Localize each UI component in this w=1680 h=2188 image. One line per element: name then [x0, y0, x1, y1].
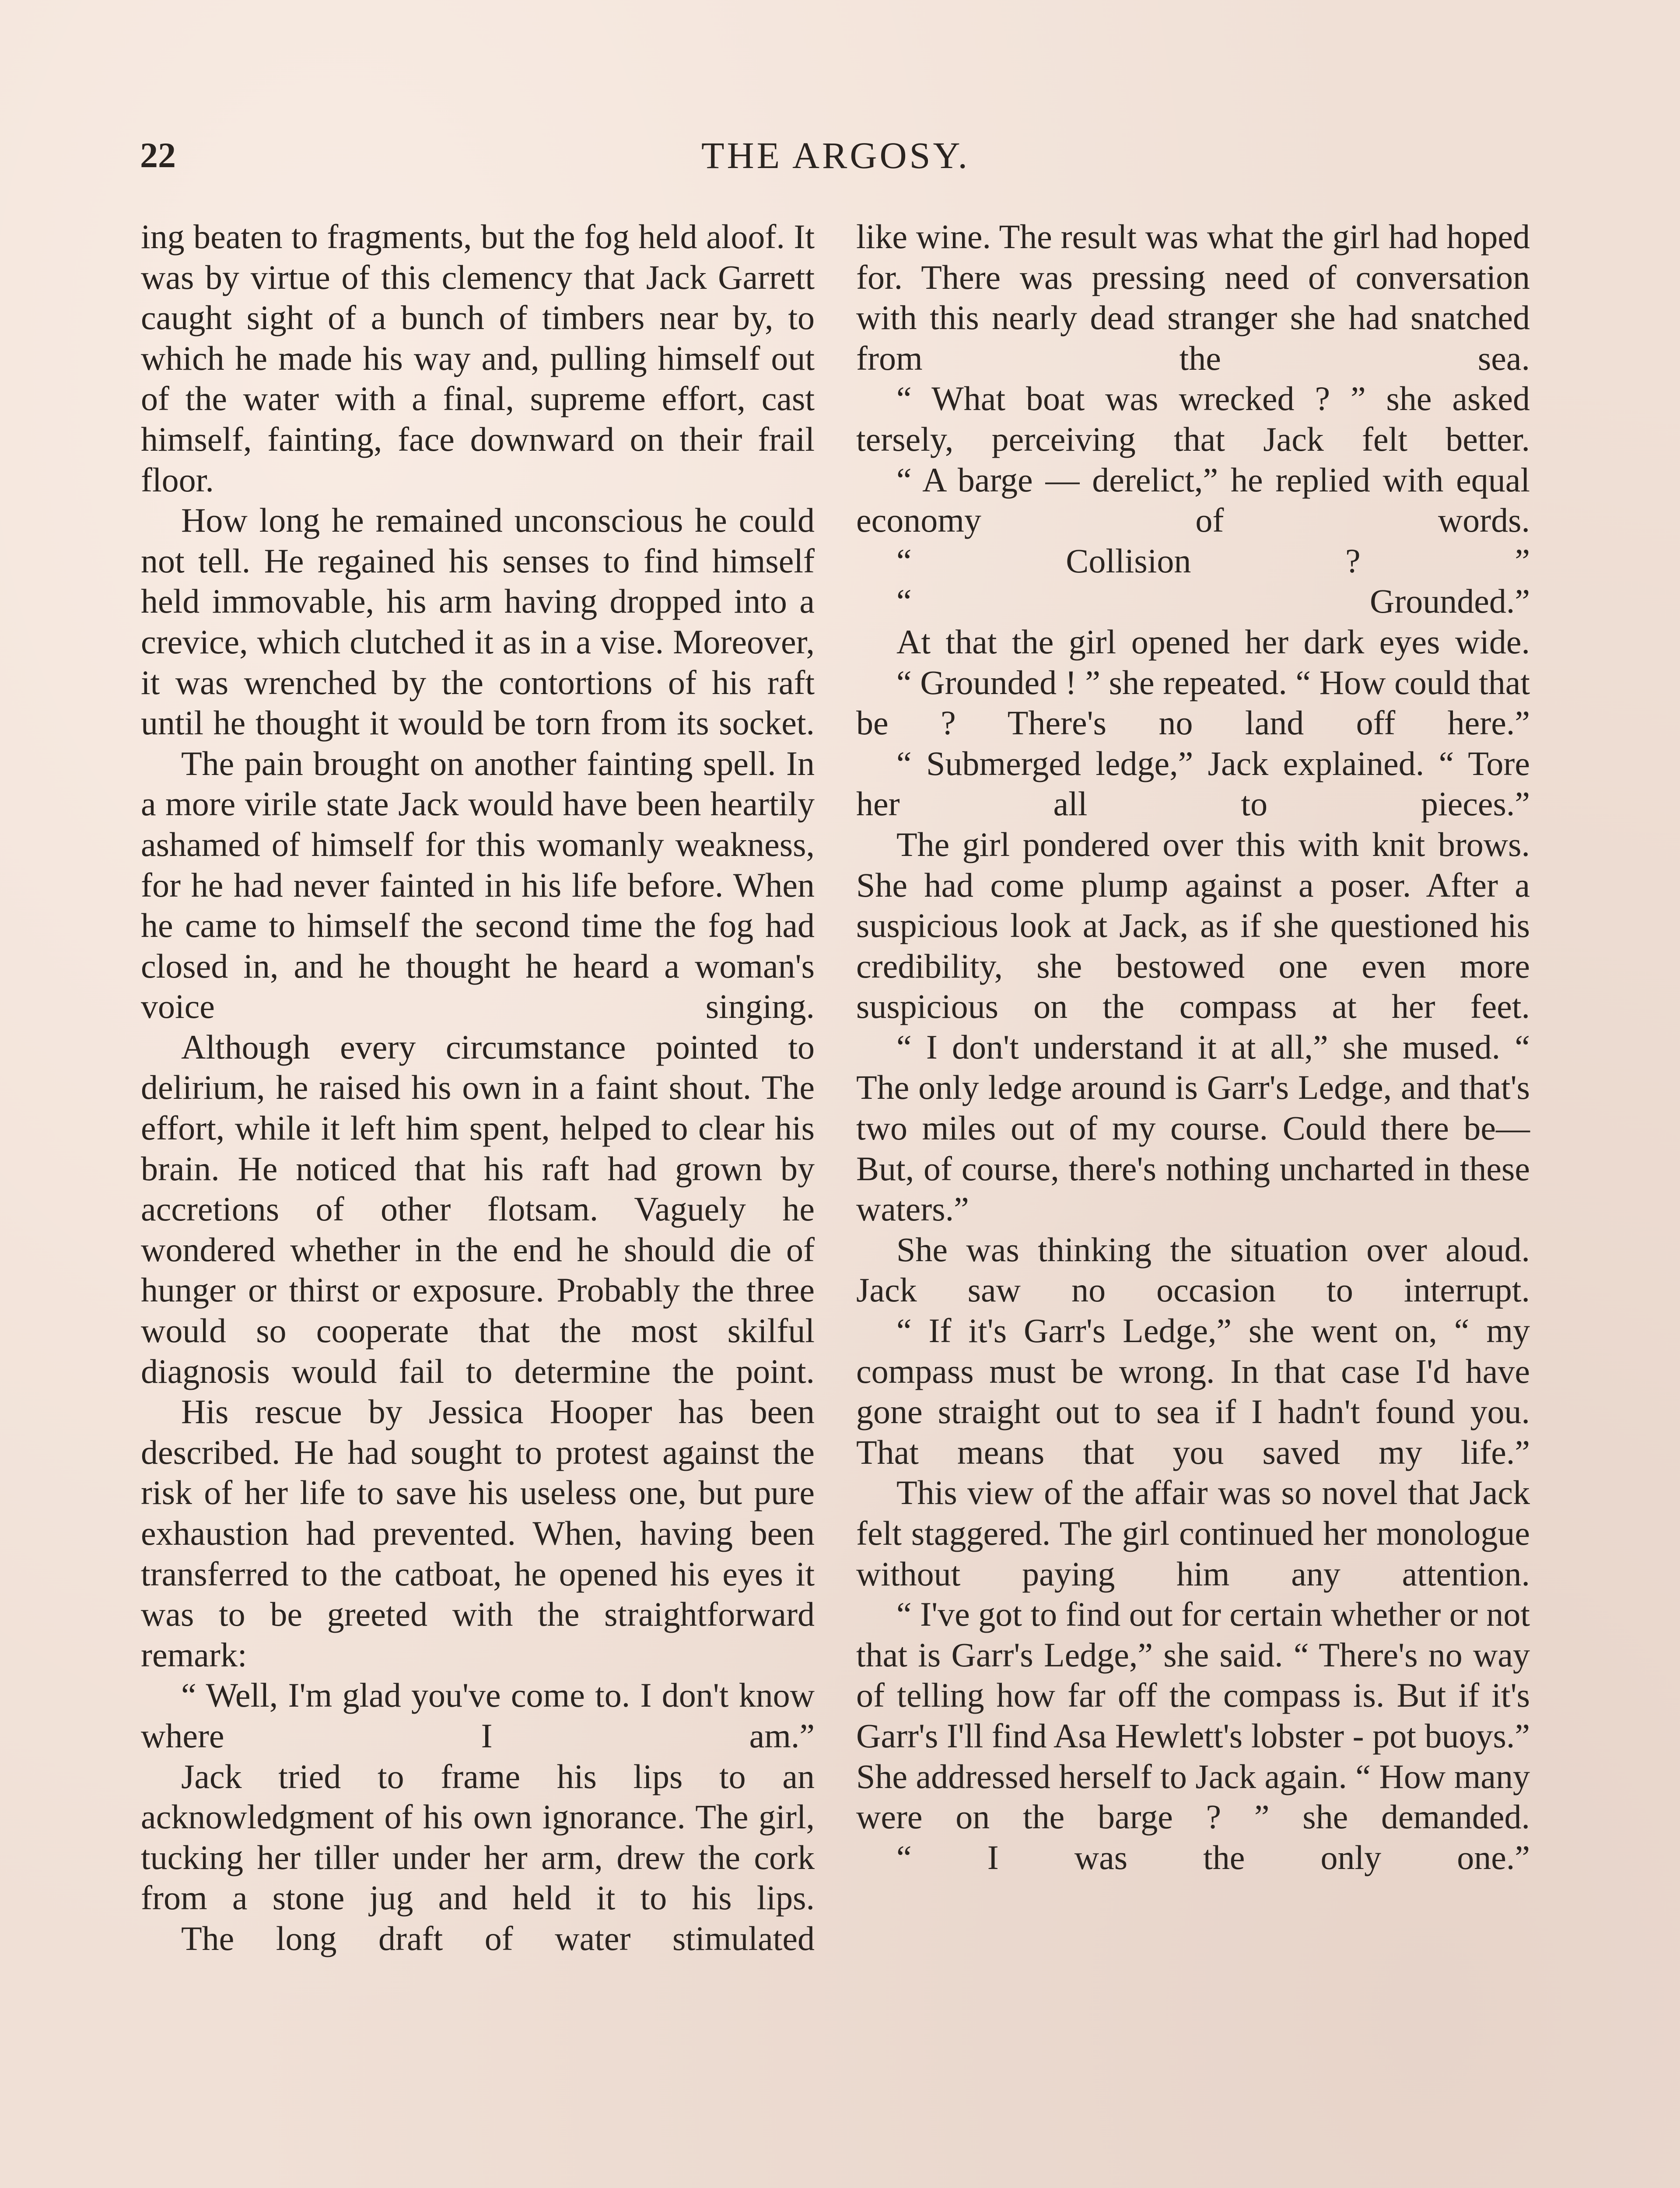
paragraph: “ Collision ? ” — [896, 541, 1530, 580]
paragraph: ing beaten to fragments, but the fog held aloof. It was by virtue of this clemency that Jack Garrett caught sight of a bunch of timbers near by, to which he made his way and, pulling himself out of the water with a final, supreme effort, cast himself, fainting, face downward on their frail floor. — [141, 217, 815, 499]
left-column — [141, 217, 815, 1959]
paragraph: This view of the affair was so novel that Jack felt staggered. The girl continued her monologue without paying him any attention. — [856, 1473, 1530, 1593]
paragraph: “ I don't understand it at all,” she mused. “ The only ledge around is Garr's Ledge, and that's two miles out of my course. Could there be— But, of course, there's nothing uncharted in these waters.” — [856, 1027, 1530, 1228]
page-header — [140, 131, 1531, 179]
paragraph: “ Grounded.” — [896, 582, 1530, 621]
paragraph: His rescue by Jessica Hooper has been described. He had sought to protest against the risk of her life to save his useless one, but pure exhaustion had prevented. When, having been transferred to the catboat, he opened his eyes it was to be greeted with the straightforward remark: — [141, 1392, 815, 1674]
paragraph: “ I've got to find out for certain whether or not that is Garr's Ledge,” she said. “ There's no way of telling how far off the compass is. But if it's Garr's I'll find Asa Hewlett's lobster - pot buoys.” She addressed herself to Jack again. “ How many were on the barge ? ” she demanded. — [856, 1595, 1530, 1836]
paragraph: “ Grounded ! ” she repeated. “ How could that be ? There's no land off here.” — [856, 663, 1530, 742]
running-head: THE ARGOSY. — [701, 134, 970, 176]
right-column — [856, 217, 1530, 1878]
paragraph: like wine. The result was what the girl had hoped for. There was pressing need of conversation with this nearly dead stranger she had snatched from the sea. — [856, 217, 1530, 377]
paragraph: “ What boat was wrecked ? ” she asked tersely, perceiving that Jack felt better. — [856, 379, 1530, 458]
paragraph: At that the girl opened her dark eyes wide. — [896, 622, 1530, 661]
paragraph: “ If it's Garr's Ledge,” she went on, “ my compass must be wrong. In that case I'd have gone straight out to sea if I hadn't found you. That means that you saved my life.” — [856, 1311, 1530, 1471]
paragraph: “ A barge — derelict,” he replied with equal economy of words. — [856, 460, 1530, 540]
paragraph: “ Well, I'm glad you've come to. I don't know where I am.” — [141, 1676, 815, 1755]
paragraph: She was thinking the situation over aloud. Jack saw no occasion to interrupt. — [856, 1230, 1530, 1309]
paragraph: “ Submerged ledge,” Jack explained. “ Tore her all to pieces.” — [856, 744, 1530, 823]
paragraph: Jack tried to frame his lips to an acknowledgment of his own ignorance. The girl, tucking her tiller under her arm, drew the cork from a stone jug and held it to his lips. — [141, 1757, 815, 1917]
page-number: 22 — [140, 135, 176, 175]
paragraph: Although every circumstance pointed to delirium, he raised his own in a faint shout. The effort, while it left him spent, helped to clear his brain. He noticed that his raft had grown by accretions of other flotsam. Vaguely he wondered whether in the end he should die of hunger or thirst or exposure. Probably the three would so cooperate that the most skilful diagnosis would fail to determine the point. — [141, 1027, 815, 1390]
paragraph: The pain brought on another fainting spell. In a more virile state Jack would have been heartily ashamed of himself for this womanly weakness, for he had never fainted in his life before. When he came to himself the second time the fog had closed in, and he thought he heard a woman's voice singing. — [141, 744, 815, 1026]
paragraph: The girl pondered over this with knit brows. She had come plump against a poser. After a suspicious look at Jack, as if she questioned his credibility, she bestowed one even more suspicious on the compass at her feet. — [856, 825, 1530, 1026]
paragraph: “ I was the only one.” — [896, 1838, 1530, 1876]
paragraph: How long he remained unconscious he could not tell. He regained his senses to find himself held immovable, his arm having dropped into a crevice, which clutched it as in a vise. Moreover, it was wrenched by the contortions of his raft until he thought it would be torn from its socket. — [141, 501, 815, 742]
paragraph: The long draft of water stimulated — [181, 1919, 815, 1957]
